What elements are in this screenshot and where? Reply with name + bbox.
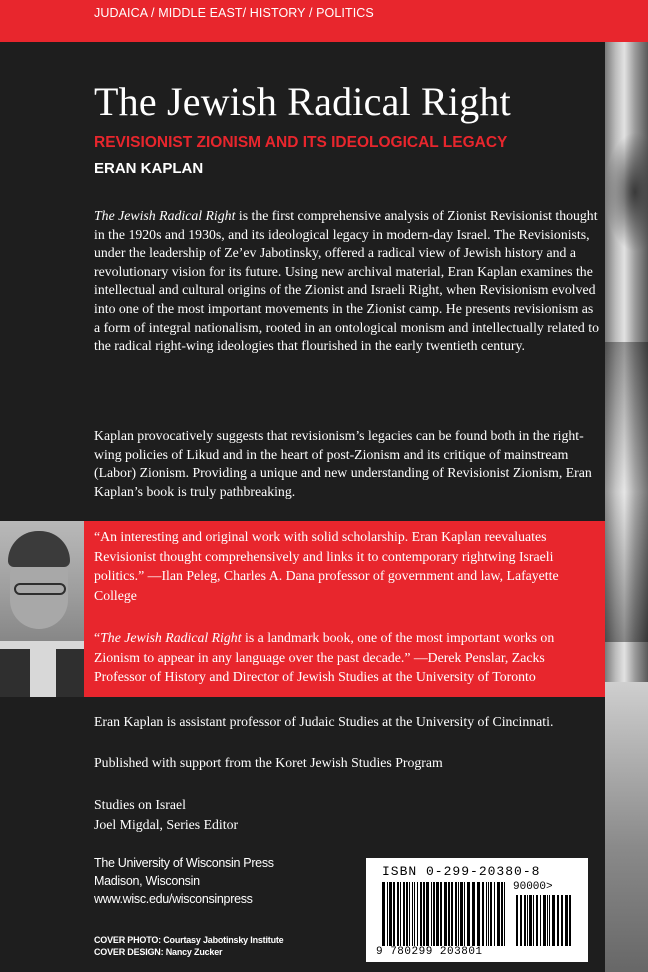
blurb-peleg: “An interesting and original work with solid scholarship. Eran Kaplan reevaluates Revisionist thought comprehensively and links it to contemporary rightwing Israeli politics.” —Ilan Peleg, Charles A. Dana professor of government and law, Lafayette College — [94, 529, 559, 603]
book-subtitle: REVISIONIST ZIONISM AND ITS IDEOLOGICAL LEGACY — [94, 134, 508, 151]
price-code: 90000> — [513, 881, 553, 893]
ean-number: 9 780299 203801 — [376, 946, 483, 958]
description-paragraph-2: Kaplan provocatively suggests that revisionism’s legacies can be found both in the right-wing policies of Likud and in the heart of post-Zionism and its critique of mainstream (Labor) Zionism. Providing a unique and new understanding of Revisionist Zionism, Eran Kaplan’s book is truly pathbreaking. — [94, 428, 592, 499]
category-bar — [0, 0, 648, 42]
category-label: JUDAICA / MIDDLE EAST/ HISTORY / POLITICS — [94, 6, 374, 20]
support-note: Published with support from the Koret Jewish Studies Program — [94, 755, 443, 770]
isbn-label: ISBN 0-299-20380-8 — [382, 864, 541, 879]
isbn-barcode — [366, 858, 588, 962]
description-paragraph-1 — [94, 207, 599, 356]
cover-photo-credit: COVER PHOTO: Courtasy Jabotinsky Institute — [94, 935, 284, 945]
publisher-name: The University of Wisconsin Press — [94, 856, 274, 870]
cover-design-credit: COVER DESIGN: Nancy Zucker — [94, 947, 223, 957]
publisher-url: www.wisc.edu/wisconsinpress — [94, 892, 253, 906]
price-barcode-bars — [516, 895, 574, 946]
cover-photo-strip — [605, 42, 648, 972]
book-title: The Jewish Radical Right — [94, 79, 511, 124]
blurb-title-italic: The Jewish Radical Right — [100, 630, 242, 645]
author-bio: Eran Kaplan is assistant professor of Judaic Studies at the University of Cincinnati. — [94, 714, 554, 729]
book-author: ERAN KAPLAN — [94, 160, 204, 177]
description-paragraph-1-text: is the first comprehensive analysis of Zionist Revisionist thought in the 1920s and 1930s, and its ideological legacy in modern-day Israel. The Revisionists, under the leadership of Ze’ev Jabotinsky, offered a radical view of Jewish history and a revolutionary vision for its future. Using new archival material, Eran Kaplan examines the intellectual and cultural origins of the Zionist and Israeli Right, when Revisionism evolved into one of the most important movements in the Zionist camp. He presents revisionism as a form of integral nationalism, rooted in an ontological monism and intellectually related to the radical right-wing ideologies that flourished in the early twentieth century. — [94, 208, 599, 354]
series-editor: Joel Migdal, Series Editor — [94, 817, 239, 832]
author-portrait-photo — [0, 521, 84, 697]
series-name: Studies on Israel — [94, 797, 186, 812]
blurb-penslar: “The Jewish Radical Right is a landmark book, one of the most important works on Zionism to appear in any language over the past decade.” —Derek Penslar, Zacks Professor of History and Director of Jewish Studies at the University of Toronto — [94, 630, 555, 684]
ean-barcode-bars — [382, 882, 508, 946]
description-title-italic: The Jewish Radical Right — [94, 208, 236, 223]
publisher-location: Madison, Wisconsin — [94, 874, 200, 888]
